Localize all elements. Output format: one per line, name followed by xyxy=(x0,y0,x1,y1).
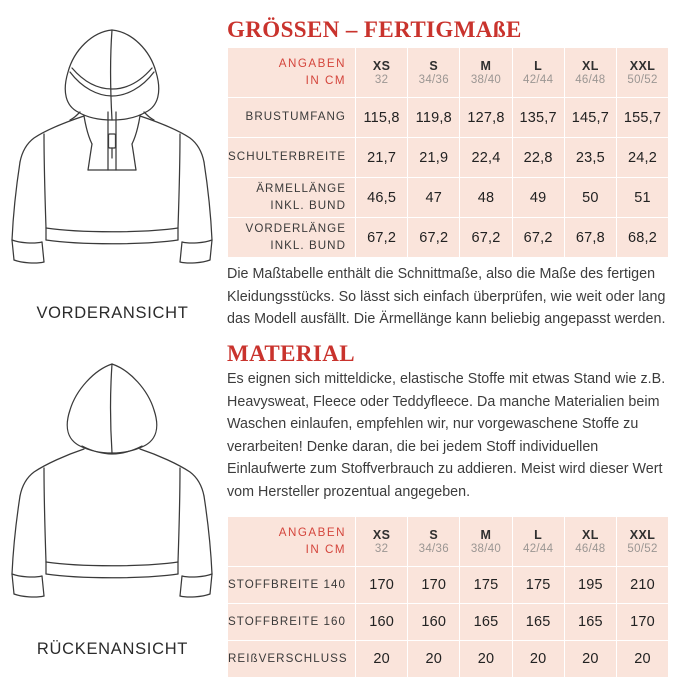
cell-value: 160 xyxy=(356,604,408,641)
size-label: L xyxy=(534,528,543,542)
size-label: M xyxy=(480,528,492,542)
size-numbers: 38/40 xyxy=(470,74,502,86)
illustration-column xyxy=(0,0,225,680)
sizes-description-paragraph: Die Maßtabelle enthält die Schnittmaße, also die Maße des fertigen Kleidungsstücks. So lässt sich einfach überprüfen, wie weit oder lang das Modell ausfällt. Die Ärmellänge kann beliebig angepasst werden. xyxy=(227,266,666,328)
row-label xyxy=(228,178,356,218)
cell-value: 115,8 xyxy=(356,98,408,138)
size-label: M xyxy=(480,59,492,73)
size-header-xl xyxy=(564,517,616,567)
row-label-line2: INKL. BUND xyxy=(270,198,346,212)
size-header-xs xyxy=(356,48,408,98)
finished-measurements-table xyxy=(227,47,669,258)
table-header-row xyxy=(228,48,669,98)
cell-value: 175 xyxy=(512,567,564,604)
back-view-figure xyxy=(0,348,225,674)
cell-value: 119,8 xyxy=(408,98,460,138)
cell-value: 160 xyxy=(408,604,460,641)
content-column xyxy=(227,0,668,680)
cell-value: 155,7 xyxy=(616,98,668,138)
cell-value: 51 xyxy=(616,178,668,218)
size-numbers: 42/44 xyxy=(523,543,554,555)
cell-value: 21,9 xyxy=(408,138,460,178)
cell-value: 135,7 xyxy=(512,98,564,138)
cell-value: 127,8 xyxy=(460,98,512,138)
size-label: XS xyxy=(372,59,391,73)
size-numbers: 32 xyxy=(374,74,389,86)
cell-value: 210 xyxy=(616,567,668,604)
table-corner-header xyxy=(228,517,356,567)
size-label: XL xyxy=(581,59,599,73)
row-label-line1: ÄRMELLÄNGE xyxy=(256,181,346,195)
size-header-s xyxy=(408,48,460,98)
table-corner-header xyxy=(228,48,356,98)
cell-value: 67,2 xyxy=(408,218,460,258)
size-numbers: 46/48 xyxy=(575,74,606,86)
cell-value: 20 xyxy=(616,641,668,678)
cell-value: 20 xyxy=(408,641,460,678)
cell-value: 165 xyxy=(512,604,564,641)
size-header-xs xyxy=(356,517,408,567)
cell-value: 23,5 xyxy=(564,138,616,178)
size-numbers: 38/40 xyxy=(470,543,502,555)
table-row xyxy=(228,641,669,678)
row-label xyxy=(228,218,356,258)
row-label: STOFFBREITE 140 xyxy=(228,567,356,604)
cell-value: 67,2 xyxy=(512,218,564,258)
row-label: STOFFBREITE 160 xyxy=(228,604,356,641)
table-row xyxy=(228,98,669,138)
front-view-figure xyxy=(0,12,225,332)
fabric-requirement-table xyxy=(227,516,669,678)
cell-value: 67,8 xyxy=(564,218,616,258)
size-header-xxl xyxy=(616,517,668,567)
row-label-line1: VORDERLÄNGE xyxy=(245,221,346,235)
material-description-paragraph: Es eignen sich mitteldicke, elastische Stoffe mit etwas Stand wie z.B. Heavysweat, Fleece oder Teddyfleece. Da manche Materialien beim Waschen einlaufen, empfehlen wir, nur vorgewaschene Stoffe zu verarbeiten! Denke daran, die bei jedem Stoff individuellen Einlaufwerte zum Stoffverbrauch zu addieren. Meist wird dieser Wert vom Hersteller prozentual angegeben. xyxy=(227,371,666,500)
size-label: XXL xyxy=(629,59,656,73)
cell-value: 21,7 xyxy=(356,138,408,178)
cell-value: 165 xyxy=(564,604,616,641)
size-numbers: 46/48 xyxy=(575,543,606,555)
cell-value: 49 xyxy=(512,178,564,218)
cell-value: 47 xyxy=(408,178,460,218)
size-label: XXL xyxy=(629,528,656,542)
cell-value: 22,8 xyxy=(512,138,564,178)
size-header-m xyxy=(460,517,512,567)
size-numbers: 50/52 xyxy=(627,74,658,86)
corner-header-line1: ANGABEN xyxy=(278,525,346,539)
corner-header-line1: ANGABEN xyxy=(278,56,346,70)
sizes-section-title: GRÖSSEN – FERTIGMAßE xyxy=(227,17,522,42)
cell-value: 24,2 xyxy=(616,138,668,178)
corner-header-line2: IN CM xyxy=(305,73,346,87)
cell-value: 145,7 xyxy=(564,98,616,138)
corner-header-line2: IN CM xyxy=(305,542,346,556)
size-label: S xyxy=(429,528,439,542)
cell-value: 20 xyxy=(564,641,616,678)
size-header-xxl xyxy=(616,48,668,98)
size-label: XL xyxy=(581,528,599,542)
front-view-caption: VORDERANSICHT xyxy=(36,304,189,322)
size-numbers: 32 xyxy=(374,543,389,555)
cell-value: 170 xyxy=(356,567,408,604)
cell-value: 67,2 xyxy=(356,218,408,258)
size-header-m xyxy=(460,48,512,98)
size-header-s xyxy=(408,517,460,567)
cell-value: 46,5 xyxy=(356,178,408,218)
cell-value: 175 xyxy=(460,567,512,604)
material-section-title: MATERIAL xyxy=(227,341,356,366)
size-header-l xyxy=(512,48,564,98)
size-header-l xyxy=(512,517,564,567)
cell-value: 48 xyxy=(460,178,512,218)
size-numbers: 34/36 xyxy=(418,543,449,555)
cell-value: 67,2 xyxy=(460,218,512,258)
row-label: REIßVERSCHLUSS xyxy=(228,641,356,678)
cell-value: 68,2 xyxy=(616,218,668,258)
table-row xyxy=(228,138,669,178)
size-numbers: 34/36 xyxy=(418,74,449,86)
size-numbers: 50/52 xyxy=(627,543,658,555)
hoodie-back-line-drawing xyxy=(0,348,225,638)
size-label: XS xyxy=(372,528,391,542)
table-row xyxy=(228,178,669,218)
cell-value: 20 xyxy=(512,641,564,678)
cell-value: 165 xyxy=(460,604,512,641)
row-label-line2: INKL. BUND xyxy=(270,238,346,252)
row-label xyxy=(228,98,356,138)
back-view-caption: RÜCKENANSICHT xyxy=(36,640,189,658)
size-label: L xyxy=(534,59,543,73)
cell-value: 22,4 xyxy=(460,138,512,178)
table-row xyxy=(228,567,669,604)
table-header-row xyxy=(228,517,669,567)
size-label: S xyxy=(429,59,439,73)
table-row xyxy=(228,218,669,258)
size-numbers: 42/44 xyxy=(523,74,554,86)
cell-value: 20 xyxy=(460,641,512,678)
row-label-line1: SCHULTERBREITE xyxy=(228,150,347,164)
size-header-xl xyxy=(564,48,616,98)
cell-value: 50 xyxy=(564,178,616,218)
row-label xyxy=(228,138,356,178)
cell-value: 20 xyxy=(356,641,408,678)
cell-value: 170 xyxy=(616,604,668,641)
table-row xyxy=(228,604,669,641)
hoodie-front-line-drawing xyxy=(0,12,225,302)
cell-value: 195 xyxy=(564,567,616,604)
row-label-line1: BRUSTUMFANG xyxy=(245,110,346,124)
cell-value: 170 xyxy=(408,567,460,604)
